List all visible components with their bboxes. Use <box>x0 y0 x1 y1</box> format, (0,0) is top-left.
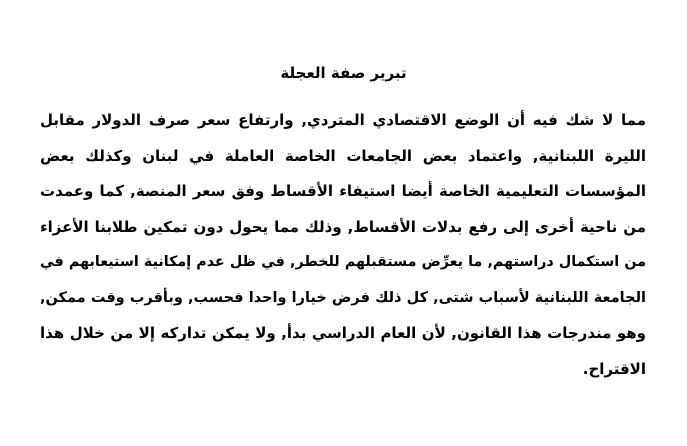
document-body <box>40 103 646 387</box>
body-line-6: الجامعة اللبنانية لأسباب شتى, كل ذلك فرض خيارا واحدا فحسب, وبأقرب وقت ممكن, <box>40 289 646 306</box>
body-line-8: الاقتراح. <box>582 359 646 378</box>
body-line-3: المؤسسات التعليمية الخاصة أيضا استيفاء الأقساط وفق سعر المنصة, كما وعمدت <box>40 182 646 200</box>
body-line-2: الليرة اللبنانية, واعتماد بعض الجامعات الخاصة العاملة في لبنان وكذلك بعض <box>40 146 646 165</box>
body-line-7: وهو مندرجات هذا القانون, لأن العام الدراسي بدأ, ولا يمكن تداركه إلا من خلال هذا <box>40 324 646 342</box>
body-line-4: من ناحية أخرى إلى رفع بدلات الأقساط, وذلك مما يحول دون تمكين طلابنا الأعزاء <box>40 217 646 236</box>
document-title: تبرير صفة العجلة <box>280 64 407 82</box>
body-line-1: مما لا شك فيه أن الوضع الاقتصادي المتردي, وارتفاع سعر صرف الدولار مقابل <box>40 111 646 129</box>
body-line-5: من استكمال دراستهم, ما يعرِّض مستقبلهم للخطر, في ظل عدم إمكانية استيعابهم في <box>40 254 646 270</box>
